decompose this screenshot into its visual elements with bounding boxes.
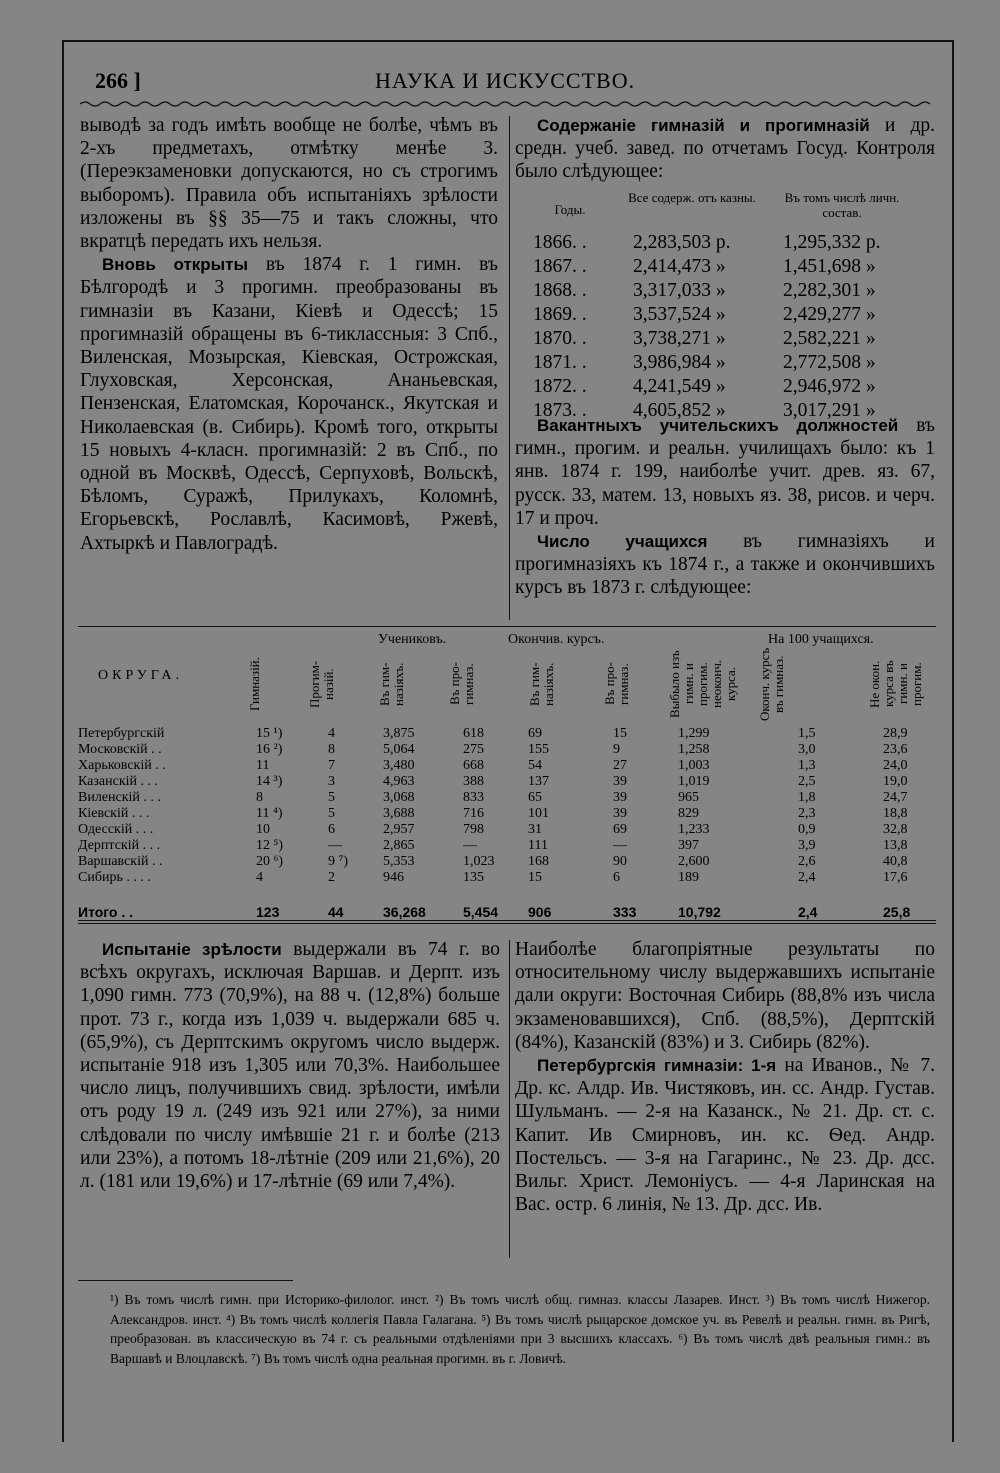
row-cell: 27 — [613, 758, 627, 773]
funding-cell-total: 3,986,984 » — [633, 352, 726, 373]
paragraph-students — [515, 530, 935, 600]
row-okrug: Харьковскій . . — [78, 758, 166, 773]
funding-cell-year: 1869. . — [533, 304, 587, 325]
row-cell: — — [328, 838, 342, 853]
row-okrug: Сибирь . . . . — [78, 870, 151, 885]
row-cell: 101 — [528, 806, 549, 821]
row-cell: 31 — [528, 822, 542, 837]
table-row — [78, 806, 938, 821]
row-cell: 1,003 — [678, 758, 710, 773]
left-column-top — [80, 114, 498, 555]
row-cell: 123 — [256, 904, 280, 920]
table-row — [78, 854, 938, 869]
running-title: НАУКА И ИСКУССТВО. — [375, 68, 636, 93]
table-row — [78, 870, 938, 885]
row-cell: 9 — [613, 742, 620, 757]
row-cell: 4 — [256, 870, 263, 885]
table-row — [78, 822, 938, 837]
funding-cell-personal: 2,429,277 » — [783, 304, 876, 325]
funding-cell-total: 3,738,271 » — [633, 328, 726, 349]
funding-row — [515, 280, 935, 303]
row-okrug: Одесскій . . . — [78, 822, 154, 837]
row-cell: 965 — [678, 790, 699, 805]
row-cell: 39 — [613, 790, 627, 805]
row-cell: 20 ⁶) — [256, 854, 284, 869]
row-cell: 12 ⁵) — [256, 838, 284, 853]
funding-row — [515, 328, 935, 351]
paragraph-gymnasia — [515, 1054, 935, 1216]
row-cell: 8 — [256, 790, 263, 805]
row-cell: 829 — [678, 806, 699, 821]
row-cell: 5,454 — [463, 904, 499, 920]
table-total-row — [78, 904, 938, 919]
funding-cell-year: 1870. . — [533, 328, 587, 349]
vacancies-text: въ гимн., прогим. и реальн. училищахъ было: къ 1 янв. 1874 г. 199, наиболѣе учит. древ. яз. 67, русск. 33, матем. 13, новыхъ яз. 38, рисов. и черч. 17 и проч. — [515, 415, 935, 529]
row-cell: 9 ⁷) — [328, 854, 349, 869]
row-cell: 24,0 — [883, 758, 908, 773]
row-cell: 36,268 — [383, 904, 426, 920]
row-cell: 2,4 — [798, 904, 818, 920]
row-cell: 19,0 — [883, 774, 908, 789]
col-head-okruga: ОКРУГА. — [98, 668, 183, 683]
row-cell: 2,600 — [678, 854, 710, 869]
row-cell: 2,957 — [383, 822, 415, 837]
col-head: Прогим- назій. — [307, 660, 336, 708]
row-cell: 3,480 — [383, 758, 415, 773]
row-okrug: Виленскій . . . — [78, 790, 161, 805]
row-cell: 1,299 — [678, 726, 710, 741]
row-cell: 906 — [528, 904, 552, 920]
row-cell: 168 — [528, 854, 549, 869]
row-cell: 10 — [256, 822, 270, 837]
row-cell: 1,3 — [798, 758, 816, 773]
group-head-students: Учениковъ. — [378, 632, 447, 647]
row-cell: 15 — [528, 870, 542, 885]
row-cell: 15 ¹) — [256, 726, 283, 741]
row-cell: 135 — [463, 870, 484, 885]
row-cell: 24,7 — [883, 790, 908, 805]
funding-cell-year: 1872. . — [533, 376, 587, 397]
row-cell: 18,8 — [883, 806, 908, 821]
funding-row — [515, 376, 935, 399]
row-cell: 6 — [613, 870, 620, 885]
row-cell: 111 — [528, 838, 548, 853]
row-cell: 668 — [463, 758, 484, 773]
row-cell: 2,865 — [383, 838, 415, 853]
row-cell: 2,6 — [798, 854, 816, 869]
row-okrug: Казанскій . . . — [78, 774, 159, 789]
funding-cell-personal: 2,772,508 » — [783, 352, 876, 373]
table-row — [78, 726, 938, 741]
funding-text: и др. средн. учеб. завед. по отчетамъ Госуд. Контроля было слѣдующее: — [515, 115, 936, 183]
funding-cell-personal: 2,582,221 » — [783, 328, 876, 349]
funding-cell-personal: 1,295,332 р. — [783, 232, 881, 253]
row-cell: 39 — [613, 774, 627, 789]
students-table — [78, 628, 938, 918]
table-row — [78, 742, 938, 757]
funding-row — [515, 304, 935, 327]
row-cell: 5,353 — [383, 854, 415, 869]
funding-cell-total: 4,605,852 » — [633, 400, 726, 421]
row-cell: 155 — [528, 742, 549, 757]
funding-row — [515, 352, 935, 375]
row-cell: 189 — [678, 870, 699, 885]
row-cell: 1,258 — [678, 742, 710, 757]
funding-cell-total: 2,283,503 р. — [633, 232, 731, 253]
row-cell: 3,068 — [383, 790, 415, 805]
col-head: Въ про- гимназ. — [602, 662, 631, 706]
row-cell: 15 — [613, 726, 627, 741]
row-cell: 11 ⁴) — [256, 806, 283, 821]
paragraph-rules — [80, 114, 498, 253]
row-okrug: Кіевскій . . . — [78, 806, 150, 821]
right-column-text — [515, 414, 935, 600]
funding-cell-personal: 1,451,698 » — [783, 256, 876, 277]
row-cell: 65 — [528, 790, 542, 805]
students-text: въ гимназіяхъ и прогимназіяхъ къ 1874 г., а также и окончившихъ курсъ въ 1873 г. слѣдующее: — [515, 531, 935, 599]
funding-cell-year: 1866. . — [533, 232, 587, 253]
row-cell: 7 — [328, 758, 335, 773]
table-row — [78, 758, 938, 773]
paragraph-text: въ 1874 г. 1 гимн. въ Бѣлгородѣ и 3 прогимн. преобразованы въ гимназіи въ Казани, Кіевѣ и Одессѣ; 15 прогимназій обращены въ 6-тиклассныя: 3 Спб., Виленская, Мозырская, Кіевская, Острожская, Глуховская, Херсонская, Ананьевская, Пензенская, Елатомская, Корочанск., Якутская и Николаевская (в. Сибирь). Кромѣ того, открыты 15 новыхъ 4-класн. прогимназій: 2 въ Спб., по одной въ Москвѣ, Одессѣ, Серпуховѣ, Вольскѣ, Бѣломъ, Суражѣ, Прилукахъ, Коломнѣ, Егорьевскѣ, Рославлѣ, Касимовѣ, Ржевѣ, Ахтыркѣ и Павлоградѣ. — [80, 254, 498, 554]
table-bottom-rule — [78, 920, 936, 921]
table-bottom-rule-2 — [78, 923, 936, 924]
left-column-bottom — [80, 938, 500, 1193]
row-cell: 1,233 — [678, 822, 710, 837]
header-wavy-rule — [80, 100, 930, 108]
row-cell: 17,6 — [883, 870, 908, 885]
row-cell: 388 — [463, 774, 484, 789]
row-cell: 4,963 — [383, 774, 415, 789]
students-lead: Число учащихся — [537, 532, 708, 552]
maturity-text: выдержали въ 74 г. во всѣхъ округахъ, исключая Варшав. и Дерпт. изъ 1,090 гимн. 773 (70,9%), на 88 ч. (12,8%) больше прот. 73 г., когда изъ 1,039 ч. выдержали 685 ч. (65,9%), съ Дерптскимъ округомъ число выдерж. испытаніе 918 изъ 1,305 или 70,3%. Наибольшее число лицъ, получившихъ свид. зрѣлости, имѣли отъ роду 19 л. (249 изъ 921 или 27%), за ними слѣдовали по числу имѣвшіе 21 г. и болѣе (213 или 23%), а потомъ 18-лѣтніе (209 или 21,6%), 20 л. (181 или 19,6%) и 17-лѣтніе (69 или 7,4%). — [80, 939, 500, 1193]
row-okrug: Дерптскій . . . — [78, 838, 161, 853]
row-cell: 3,9 — [798, 838, 816, 853]
row-okrug: Варшавскій . . — [78, 854, 163, 869]
funding-cell-personal: 2,282,301 » — [783, 280, 876, 301]
table-row — [78, 790, 938, 805]
row-cell: 333 — [613, 904, 637, 920]
row-cell: 1,023 — [463, 854, 495, 869]
row-cell: 25,8 — [883, 904, 911, 920]
best-results-text: Наиболѣе благопріятные результаты по относительному числу выдержавшихъ испытаніе дали округи: Восточная Сибирь (88,8% изъ числа экзаменовавшихся), Спб. (88,5%), Дерптскій (84%), Казанскій (83%) и З. Сибирь (82%). — [515, 939, 935, 1053]
row-cell: 1,5 — [798, 726, 816, 741]
table-top-rule — [78, 626, 936, 627]
col-head: Въ гим- назіяхъ. — [527, 662, 556, 706]
row-cell: 54 — [528, 758, 542, 773]
row-cell: 90 — [613, 854, 627, 869]
row-cell: 716 — [463, 806, 484, 821]
row-cell: 1,8 — [798, 790, 816, 805]
funding-cell-personal: 3,017,291 » — [783, 400, 876, 421]
row-cell: 40,8 — [883, 854, 908, 869]
row-cell: 8 — [328, 742, 335, 757]
row-cell: 39 — [613, 806, 627, 821]
funding-cell-total: 2,414,473 » — [633, 256, 726, 277]
row-cell: — — [613, 838, 627, 853]
group-head-per100: На 100 учащихся. — [768, 632, 874, 647]
gymnasia-lead: Петербургскія гимназіи: 1-я — [537, 1056, 777, 1076]
gymnasia-text: на Иванов., № 7. Др. кс. Алдр. Ив. Чистяковъ, ин. сс. Андр. Густав. Шульманъ. — 2-я на Казанск., № 21. Др. ст. с. Капит. Ив Смирновъ, ин. кс. Ѳед. Андр. Постельсъ. — 3-я на Гагаринс., № 23. Др. дсс. Вильг. Христ. Лемоніусъ. — 4-я Ларинская на Вас. остр. 6 линія, № 13. Др. дсс. Ив. — [515, 1055, 935, 1216]
paragraph-text: выводѣ за годъ имѣть вообще не болѣе, чѣмъ въ 2-хъ предметахъ, отмѣтку менѣе 3. (Переэкзаменовки допускаются, но съ строгимъ выборомъ). Правила объ испытаніяхъ зрѣлости изложены въ §§ 35—75 и такъ сложны, что вкратцѣ передать ихъ нельзя. — [80, 115, 498, 253]
row-cell: 5 — [328, 806, 335, 821]
funding-cell-year: 1868. . — [533, 280, 587, 301]
row-cell: 2,3 — [798, 806, 816, 821]
table-row — [78, 838, 938, 853]
paragraph-best-results — [515, 938, 935, 1054]
row-cell: 798 — [463, 822, 484, 837]
row-cell: 69 — [528, 726, 542, 741]
row-cell: 3,688 — [383, 806, 415, 821]
row-cell: 1,019 — [678, 774, 710, 789]
funding-intro — [515, 114, 935, 184]
funding-cell-year: 1871. . — [533, 352, 587, 373]
group-head-finished: Окончив. курсъ. — [508, 632, 605, 647]
table-row — [78, 774, 938, 789]
maturity-lead: Испытаніе зрѣлости — [102, 940, 282, 959]
row-cell: 10,792 — [678, 904, 721, 920]
row-cell: 3,875 — [383, 726, 415, 741]
funding-cell-total: 3,317,033 » — [633, 280, 726, 301]
funding-row — [515, 256, 935, 279]
funding-row — [515, 232, 935, 255]
row-cell: 5,064 — [383, 742, 415, 757]
paragraph-vacancies — [515, 414, 935, 530]
right-column-bottom — [515, 938, 935, 1216]
row-cell: 0,9 — [798, 822, 816, 837]
row-cell: 28,9 — [883, 726, 908, 741]
funding-lead: Содержаніе гимназій и прогимназій — [537, 116, 870, 135]
row-cell: 3,0 — [798, 742, 816, 757]
row-cell: 11 — [256, 758, 270, 773]
row-cell: 16 ²) — [256, 742, 283, 757]
funding-cell-total: 3,537,524 » — [633, 304, 726, 325]
footnote-rule — [78, 1280, 293, 1281]
row-cell: — — [463, 838, 477, 853]
row-cell: 2 — [328, 870, 335, 885]
column-divider-top — [509, 116, 510, 620]
row-cell: 946 — [383, 870, 404, 885]
row-cell: 397 — [678, 838, 699, 853]
row-cell: 6 — [328, 822, 335, 837]
col-head-total: Все содерж. отъ казны. — [628, 190, 756, 205]
col-head: Въ гим- назіяхъ. — [377, 662, 406, 706]
row-cell: 275 — [463, 742, 484, 757]
footnotes: ¹) Въ томъ числѣ гимн. при Историко-филолог. инст. ²) Въ томъ числѣ общ. гимназ. классы Лазарев. Инст. ³) Въ томъ числѣ Нижегор. Александров. инст. ⁴) Въ томъ числѣ коллегія Павла Галагана. ⁵) Въ томъ числѣ рыцарское домское уч. въ Ревелѣ и реальн. гимн. въ Ригѣ, преобразован. въ классическую въ 74 г. съ реальными отдѣленіями при 3 высшихъ классахъ. ⁶) Въ томъ числѣ двѣ реальныя гимн.: въ Варшавѣ и Влоцлавскѣ. ⁷) Въ томъ числѣ одна реальная прогимн. въ г. Ловичѣ. — [110, 1292, 930, 1366]
row-okrug: Петербургскій — [78, 726, 165, 741]
row-cell: 3 — [328, 774, 335, 789]
row-cell: 5 — [328, 790, 335, 805]
col-head: Оконч. курсъ въ гимназ. — [757, 647, 786, 721]
row-okrug: Московскій . . — [78, 742, 162, 757]
vacancies-lead: Вакантныхъ учительскихъ должностей — [537, 416, 899, 435]
row-cell: 32,8 — [883, 822, 908, 837]
funding-cell-total: 4,241,549 » — [633, 376, 726, 397]
col-head: Выбыло изъ гимн. и прогим. неоконч. курса. — [667, 650, 738, 718]
paragraph-new-opened — [80, 253, 498, 555]
col-head: Въ про- гимназ. — [447, 662, 476, 706]
column-divider-bottom — [509, 940, 510, 1258]
col-head: Гимназій. — [247, 657, 262, 711]
row-cell: 23,6 — [883, 742, 908, 757]
col-head-personal: Въ томъ числѣ личн. состав. — [784, 190, 900, 220]
col-head: Не окон. курса въ гимн. и прогим. — [867, 660, 924, 708]
row-cell: 137 — [528, 774, 549, 789]
row-cell: 833 — [463, 790, 484, 805]
row-cell: 2,5 — [798, 774, 816, 789]
funding-cell-year: 1867. . — [533, 256, 587, 277]
row-okrug: Итого . . — [78, 904, 134, 920]
row-cell: 13,8 — [883, 838, 908, 853]
row-cell: 69 — [613, 822, 627, 837]
row-cell: 44 — [328, 904, 344, 920]
page-number: 266 ] — [95, 68, 141, 93]
col-head-years: Годы. — [554, 202, 586, 217]
row-cell: 2,4 — [798, 870, 816, 885]
row-cell: 4 — [328, 726, 335, 741]
row-cell: 14 ³) — [256, 774, 283, 789]
funding-cell-year: 1873. . — [533, 400, 587, 421]
row-cell: 618 — [463, 726, 484, 741]
paragraph-lead: Вновь открыты — [102, 255, 249, 275]
funding-cell-personal: 2,946,972 » — [783, 376, 876, 397]
